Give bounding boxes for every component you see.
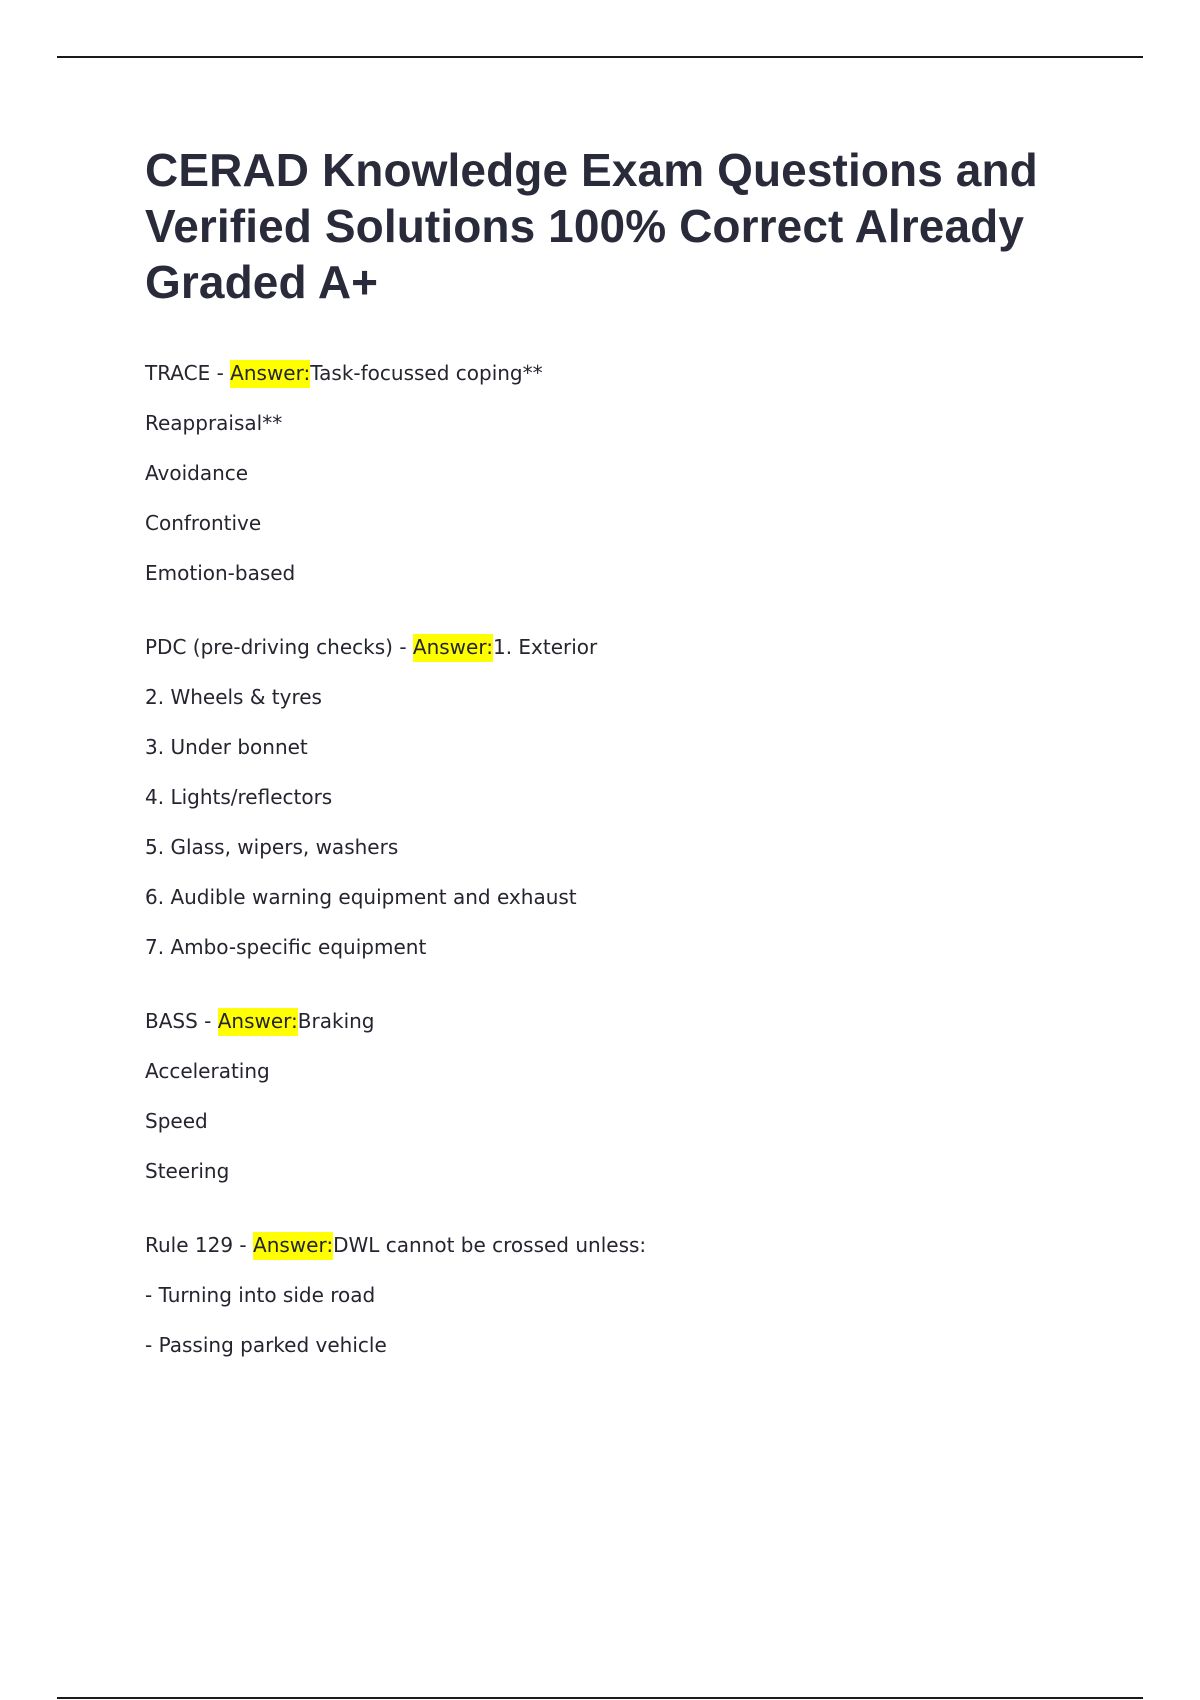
answer-text: Braking [297,1009,375,1033]
answer-line: 4. Lights/reflectors [145,785,333,809]
answer-line: 3. Under bonnet [145,735,308,759]
question-block [145,1232,1105,1358]
question-line: TRACE - Answer:Task-focussed coping** [145,360,1105,386]
question-term: TRACE [145,361,211,385]
answer-line: Emotion-based [145,561,296,585]
question-block [145,634,1105,960]
document-body [145,142,1105,1406]
question-block [145,360,1105,586]
answer-line: 2. Wheels & tyres [145,685,322,709]
top-divider [57,56,1143,58]
answer-label: Answer: [218,1008,298,1036]
question-line: Rule 129 - Answer:DWL cannot be crossed unless: [145,1232,1105,1258]
answer-line: 6. Audible warning equipment and exhaust [145,885,577,909]
answer-line: Confrontive [145,511,262,535]
question-term: BASS [145,1009,198,1033]
document-title: CERAD Knowledge Exam Questions and Verified Solutions 100% Correct Already Graded A+ [145,144,1038,308]
question-block [145,1008,1105,1184]
answer-text: 1. Exterior [492,635,598,659]
question-line: BASS - Answer:Braking [145,1008,1105,1034]
answer-line: 5. Glass, wipers, washers [145,835,399,859]
question-term: Rule 129 [145,1233,234,1257]
answer-line: - Turning into side road [145,1283,376,1307]
answer-label: Answer: [413,634,493,662]
bottom-divider [57,1697,1143,1699]
answer-text: DWL cannot be crossed unless: [333,1233,647,1257]
question-list [145,360,1105,1358]
answer-line: Speed [145,1109,208,1133]
question-line: PDC (pre-driving checks) - Answer:1. Exterior [145,634,1105,660]
answer-label: Answer: [253,1232,333,1260]
answer-line: Steering [145,1159,230,1183]
answer-line: Accelerating [145,1059,270,1083]
answer-line: Reappraisal** [145,411,283,435]
answer-line: - Passing parked vehicle [145,1333,387,1357]
answer-label: Answer: [230,360,310,388]
answer-line: Avoidance [145,461,249,485]
answer-line: 7. Ambo-specific equipment [145,935,427,959]
answer-text: Task-focussed coping** [310,361,543,385]
question-term: PDC (pre-driving checks) [145,635,393,659]
